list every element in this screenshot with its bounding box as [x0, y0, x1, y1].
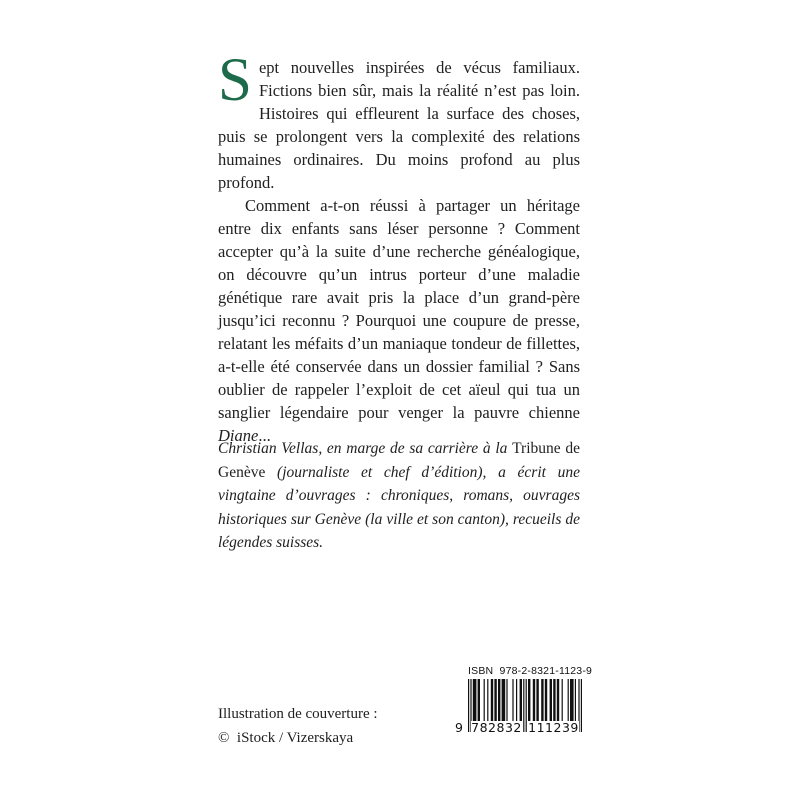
author-bio	[218, 437, 580, 555]
barcode-bars-area	[455, 679, 582, 737]
barcode-digits-group2: 111239	[528, 720, 579, 735]
author-bio-part2: (journaliste et chef d’édition), a écrit une vingtaine d’ouvrages : chroniques, romans, ouvrages historiques sur Genève (la ville et son canton), recueils de légendes suisses.	[218, 463, 580, 551]
barcode-digits-group1: 782832	[471, 720, 522, 735]
story-title-diane: Diane	[218, 426, 259, 445]
credit-line-2: © iStock / Vizerskaya	[218, 730, 354, 746]
synopsis	[218, 47, 580, 447]
author-bio-part1: Christian Vellas, en marge de sa carrière à la	[218, 440, 513, 457]
barcode-digit-leading: 9	[455, 720, 463, 735]
synopsis-ellipsis: ...	[258, 426, 271, 445]
synopsis-paragraph-1	[218, 47, 580, 194]
synopsis-paragraph-2	[218, 194, 580, 447]
synopsis-paragraph-1-text: ept nouvelles inspirées de vécus familiaux. Fictions bien sûr, mais la réalité n’est pas loin. Histoires qui effleurent la surface des choses, puis se prolongent vers la complexité des relations humaines ordinaires. Du moins profond au plus profond.	[218, 58, 580, 192]
synopsis-paragraph-2-text: Comment a-t-on réussi à partager un héritage entre dix enfants sans léser personne ? Comment accepter qu’à la suite d’une recherche généalogique, on découvre qu’un intrus porteur d’une maladie génétique rare avait pris la place d’un grand-père jusqu’ici reconnu ? Pourquoi une coupure de presse, relatant les méfaits d’un maniaque tondeur de fillettes, a-t-elle été conservée dans un dossier familial ? Sans oublier de rappeler l’exploit de cet aïeul qui tua un sanglier légendaire pour venger la pauvre chienne	[218, 196, 580, 422]
isbn-label: ISBN 978-2-8321-1123-9	[468, 665, 593, 677]
newspaper-name: Tribune de Genève	[218, 440, 580, 481]
isbn-barcode-block	[454, 665, 593, 737]
illustration-credit	[218, 702, 378, 750]
credit-line-1: Illustration de couverture :	[218, 706, 378, 722]
drop-cap-letter: S	[218, 47, 252, 114]
